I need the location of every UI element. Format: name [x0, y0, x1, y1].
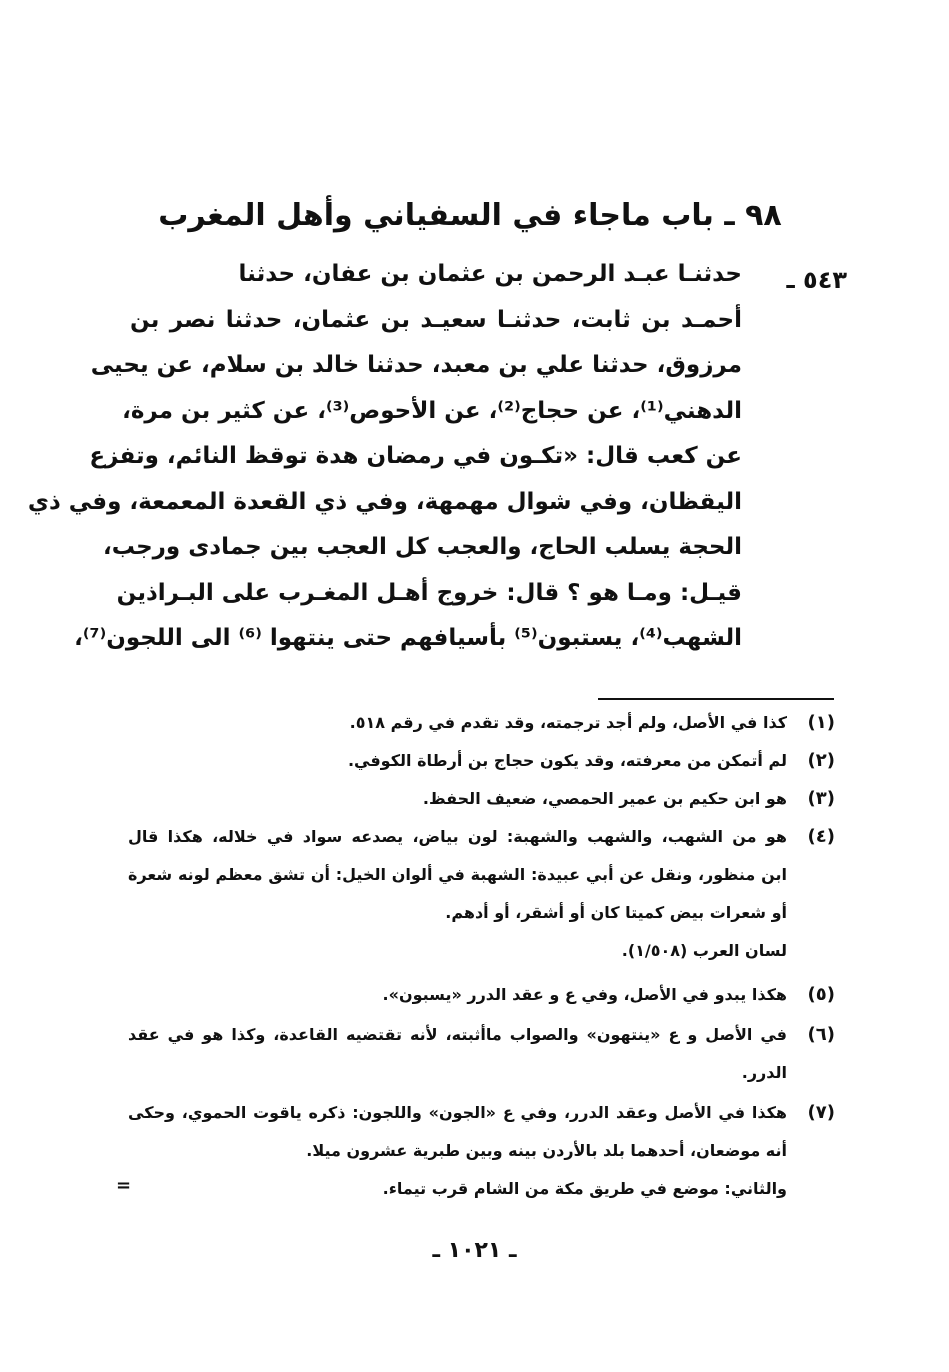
footnote-2 [128, 742, 835, 780]
hadith-line: أحمـد بن ثابت، حدثنـا سعيـد بن عثمان، حدثنا نصر بن [130, 306, 742, 333]
hadith-line: مرزوق، حدثنا علي بن معبد، حدثنا خالد بن سلام، عن يحيى [90, 352, 742, 378]
hadith-line: عن كعب قال: «تكـون في رمضان هدة توقظ النائم، وتفزع [89, 443, 742, 469]
footnote-3 [128, 780, 835, 818]
continuation-marker: = [116, 1175, 132, 1196]
hadith-line: حدثنـا عبـد الرحمن بن عثمان بن عفان، حدثنا [238, 261, 742, 287]
footnote-6 [128, 1016, 835, 1092]
footnote-divider [598, 698, 834, 700]
footnote-text: هو من الشهب، والشهب والشهبة: لون بياض، يصدعه سواد في خلاله، هكذا قال [128, 827, 787, 846]
footnote-source: لسان العرب (١/٥٠٨). [621, 941, 787, 960]
hadith-line: الشهب⁽⁴⁾، يستبون⁽⁵⁾ بأسيافهم حتى ينتهوا ⁽⁶⁾ الى اللجون⁽⁷⁾، [74, 625, 742, 651]
footnote-text: هو ابن حكيم بن عمير الحمصي، ضعيف الحفظ. [422, 789, 787, 808]
footnote-text: والثاني: موضع في طريق مكة من الشام قرب تيماء. [382, 1179, 787, 1198]
hadith-number: ٥٤٣ ـ [786, 266, 847, 294]
footnote-number: (٥) [807, 984, 835, 1005]
footnote-4 [128, 818, 835, 970]
footnote-number: (١) [807, 712, 835, 733]
footnote-7 [128, 1094, 835, 1208]
chapter-title: ٩٨ ـ باب ماجاء في السفياني وأهل المغرب [158, 198, 782, 233]
footnote-text: لم أتمكن من معرفته، وقد يكون حجاج بن أرطاة الكوفي. [347, 751, 787, 770]
footnote-text: هكذا يبدو في الأصل، وفي ع و عقد الدرر «يسبون». [382, 985, 787, 1004]
hadith-text [27, 252, 742, 662]
hadith-line: اليقظان، وفي شوال مهمهة، وفي ذي القعدة المعمعة، وفي ذي [27, 488, 742, 515]
footnote-text: ابن منظور، ونقل عن أبي عبيدة: الشهبة في ألوان الخيل: أن تشق معظم لونه شعرة [128, 865, 787, 884]
footnote-text: هكذا في الأصل وعقد الدرر، وفي ع «الجون» واللجون: ذكره ياقوت الحموي، وحكى [128, 1103, 787, 1122]
footnote-5 [128, 976, 835, 1014]
footnote-number: (٧) [807, 1102, 835, 1123]
footnote-text: في الأصل و ع «ينتهون» والصواب ماأثبته، لأنه تقتضيه القاعدة، وكذا هو في عقد [128, 1025, 787, 1044]
footnote-text: أنه موضعان، أحدهما بلد بالأردن بينه وبين طبرية عشرون ميلا. [306, 1141, 787, 1160]
footnote-text: كذا في الأصل، ولم أجد ترجمته، وقد تقدم في رقم ٥١٨. [349, 713, 787, 732]
footnote-number: (٦) [807, 1024, 835, 1045]
footnote-number: (٤) [807, 826, 835, 847]
footnote-number: (٢) [807, 750, 835, 771]
hadith-line: قيـل: ومـا هو ؟ قال: خروج أهـل المغـرب على البـراذين [116, 579, 742, 606]
hadith-line: الدهني⁽¹⁾، عن حجاج⁽²⁾، عن الأحوص⁽³⁾، عن كثير بن مرة، [122, 397, 742, 424]
footnote-text: أو شعرات بيض كميتا كان أو أشقر، أو أدهم. [445, 903, 787, 922]
footnote-1 [128, 704, 835, 742]
page-number: ـ ١٠٢١ ـ [432, 1238, 517, 1263]
hadith-line: الحجة يسلب الحاج، والعجب كل العجب بين جمادى ورجب، [103, 534, 742, 560]
footnote-text: الدرر. [741, 1063, 787, 1082]
footnote-number: (٣) [807, 788, 835, 809]
